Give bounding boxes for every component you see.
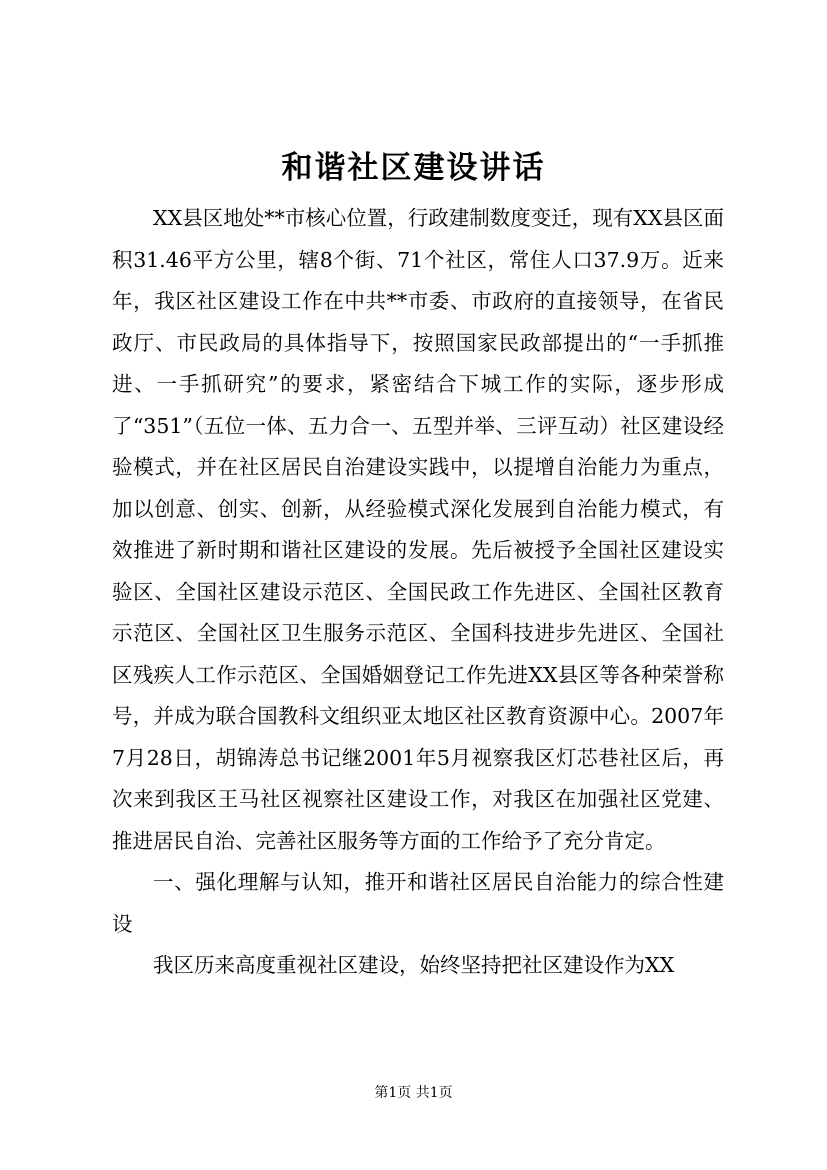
paragraph: 我区历来高度重视社区建设，始终坚持把社区建设作为XX xyxy=(153,953,675,977)
page-footer: 第1页 共1页 xyxy=(374,1085,453,1101)
paragraph: XX县区地处**市核心位置，行政建制数度变迁，现有XX县区面积31.46平方公里，辖8个街、71个社区，常住人口37.9万。近来年，我区社区建设工作在中共**市委、市政府的直接领导，在省民政厅、市民政局的具体指导下，按照国家民政部提出的“一手抓推进、一手抓研究”的要求，紧密结合下城工作的实际，逐步形成了“351”（五位一体、五力合一、五型并举、三评互动）社区建设经验模式，并在社区居民自治建设实践中，以提增自治能力为重点，加以创意、创实、创新，从经验模式深化发展到自治能力模式，有效推进了新时期和谐社区建设的发展。先后被授予全国社区建设实验区、全国社区建设示范区、全国民政工作先进区、全国社区教育示范区、全国社区卫生服务示范区、全国科技进步先进区、全国社区残疾人工作示范区、全国婚姻登记工作先进XX县区等各种荣誉称号，并成为联合国教科文组织亚太地区社区教育资源中心。2007年7月28日，胡锦涛总书记继2001年5月视察我区灯芯巷社区后，再次来到我区王马社区视察社区建设工作，对我区在加强社区党建、推进居民自治、完善社区服务等方面的工作给予了充分肯定。 xyxy=(112,206,724,853)
section-heading: 一、强化理解与认知，推开和谐社区居民自治能力的综合性建设 xyxy=(112,870,724,936)
document-title: 和谐社区建设讲话 xyxy=(281,150,546,186)
document-body xyxy=(112,198,724,987)
